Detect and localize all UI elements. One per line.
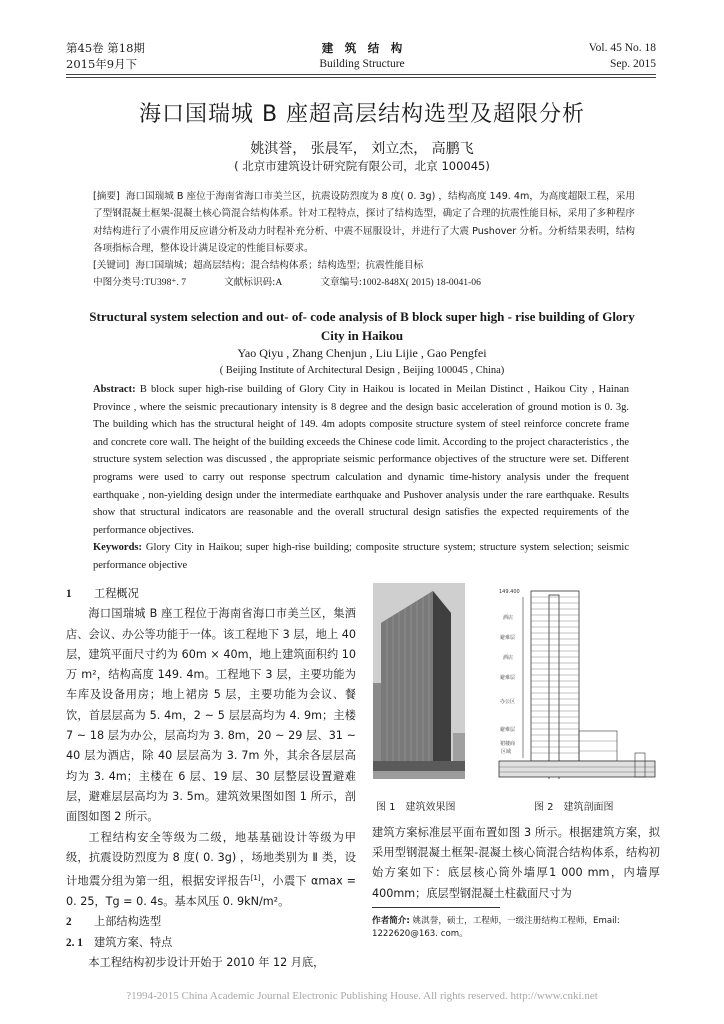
section-title: 工程概况 <box>94 587 139 600</box>
citation-link[interactable]: [1] <box>250 874 261 883</box>
en-keywords <box>93 539 629 574</box>
en-abstract <box>93 381 629 539</box>
en-abstract-text: B block super high-rise building of Glory City in Haikou is located in Meilan Distinct , Haikou City , Hainan Province , where the seismic precautionary intensity is 8 degree and the design basic acceleration of ground motion is 0. 3g. The building which has the structural height of 149. 4m adopts composite structure system of steel reinforce concrete frame and concrete core wall. The height of the building exceeds the Chinese code limit. According to the project characteristics , the structure system selection was discussed , the appropriate seismic performance objectives of the structure were set. Different programs were used to carry out response spectrum calculation and dynamic time-history analysis under the frequent earthquake , non-yielding design under the intermediate earthquake and Pushover analysis under the rare earthquake. Results show that structural indicators are reasonable and the overall structural design satisfies the expected requirements of the performance objectives. <box>93 384 630 536</box>
cn-abstract <box>93 188 635 257</box>
cn-keywords <box>93 257 635 274</box>
svg-text:裙楼商: 裙楼商 <box>500 741 516 747</box>
keywords-label: [关键词] <box>93 260 130 272</box>
svg-text:酒店: 酒店 <box>503 615 514 621</box>
svg-text:区域: 区域 <box>501 749 512 755</box>
en-abstract-block <box>93 381 629 575</box>
footnote-rule <box>372 907 500 908</box>
figure-1-building-photo <box>373 583 465 779</box>
issue-date-cn: 2015年9月下 <box>66 57 138 71</box>
paragraph: 建筑方案标准层平面布置如图 3 所示。根据建筑方案，拟采用型钢混凝土框架-混凝土核心筒混合结构体系，结构初始方案如下：底层核心筒外墙厚1 000 mm，内墙厚 400mm；底层型钢混凝土柱截面尺寸为 <box>372 826 660 900</box>
en-keywords-text: Glory City in Haikou; super high-rise building; composite structure system; structure system selection; seismic performance objective <box>93 542 629 571</box>
journal-volume-en <box>456 40 656 72</box>
paragraph: 海口国瑞城 B 座工程位于海南省海口市美兰区，集酒店、会议、办公等功能于一体。该工程地下 3 层，地上 40 层，建筑平面尺寸约为 60m × 40m，地上建筑面积约 10 万 m²，结构高度 149. 4m。工程地下 3 层，主要功能为车库及设备用房；地上裙房 5 层，主要功能为会议、餐饮，首层层高为 5. 4m，2 ~ 5 层层高均为 4. 9m；主楼 7 ~ 18 层为办公，层高均为 3. 8m，20 ~ 29 层、31 ~ 40 层为酒店，除 40 层层高为 3. 7m 外，其余各层层高均为 3. 4m；主楼在 6 层、19 层、30 层整层设置避难层，避难层层高均为 3. 5m。建筑效果图如图 1 所示，剖面图如图 2 所示。 <box>66 607 356 824</box>
section-number: 2 <box>66 916 72 929</box>
journal-volume-issue <box>66 40 145 72</box>
volume-issue-en: Vol. 45 No. 18 <box>588 42 656 54</box>
svg-text:办公区: 办公区 <box>500 699 516 705</box>
footnote-text: 姚淇誉，硕士，工程师，一级注册结构工程师，Email: 1222620@163. com。 <box>372 916 620 939</box>
en-authors: Yao Qiyu , Zhang Chenjun , Liu Lijie , Gao Pengfei <box>237 346 487 360</box>
clc-value: TU398⁺. 7 <box>144 277 187 289</box>
copyright-footer: ?1994-2015 China Academic Journal Electronic Publishing House. All rights reserved. http://www.cnki.net <box>126 990 598 1002</box>
volume-issue-cn: 第45卷 第18期 <box>66 41 145 55</box>
journal-name-cn: 建 筑 结 构 <box>321 41 403 55</box>
paper-title: 海口国瑞城 B 座超高层结构选型及超限分析 <box>138 102 586 127</box>
doc-code-value: A <box>275 277 283 289</box>
figure-2-caption: 图 2 建筑剖面图 <box>534 802 614 813</box>
section-number: 2. 1 <box>66 936 83 949</box>
en-keywords-label: Keywords: <box>93 542 142 554</box>
section-2-1-heading <box>66 933 356 953</box>
classification-line <box>93 274 635 291</box>
cn-abstract-block <box>93 188 635 292</box>
section-1-heading <box>66 584 356 604</box>
section-drawing-image <box>497 583 659 779</box>
issue-date-en: Sep. 2015 <box>610 58 656 70</box>
en-affiliation: ( Beijing Institute of Architectural Design , Beijing 100045 , China) <box>219 365 505 376</box>
figure-2-section-drawing <box>497 583 659 779</box>
section-number: 1 <box>66 588 72 600</box>
building-rendering-image <box>373 583 465 779</box>
authors: 姚淇誉， 张晨军， 刘立杰， 高鹏飞 <box>250 141 474 157</box>
section-title: 上部结构选型 <box>94 915 162 929</box>
paragraph: 本工程结构初步设计开始于 2010 年 12 月底， <box>88 956 325 970</box>
body-right-column <box>372 823 660 904</box>
svg-text:避难层: 避难层 <box>500 727 516 733</box>
section-2-heading <box>66 912 356 932</box>
body-left-column <box>66 584 356 973</box>
clc-label: 中图分类号: <box>93 277 145 289</box>
svg-text:149.400: 149.400 <box>499 589 520 595</box>
journal-name <box>262 40 462 72</box>
svg-text:避难层: 避难层 <box>500 675 516 681</box>
journal-name-en: Building Structure <box>319 58 405 70</box>
affiliation: ( 北京市建筑设计研究院有限公司，北京 100045) <box>234 159 490 173</box>
keywords-text: 海口国瑞城；超高层结构；混合结构体系；结构选型；抗震性能目标 <box>135 260 424 272</box>
en-abstract-label: Abstract: <box>93 384 136 395</box>
paragraph-text: ，小震下 αmax = 0. 25，Tg = 0. 4s。基本风压 0. 9kN/m²。 <box>66 874 356 909</box>
header-rule <box>66 74 656 75</box>
doc-code-label: 文献标识码: <box>224 277 276 289</box>
author-footnote <box>372 915 662 941</box>
section-title: 建筑方案、特点 <box>94 935 173 949</box>
paragraph-text: 工程结构安全等级为二级，地基基础设计等级为甲级，抗震设防烈度为 8 度( 0. 3g) ，场地类别为 Ⅱ 类，设计地震分组为第一组，根据安评报告 <box>66 830 356 888</box>
abstract-label: [摘要] <box>93 191 120 202</box>
header-rule <box>66 77 656 78</box>
abstract-text: 海口国瑞城 B 座位于海南省海口市美兰区，抗震设防烈度为 8 度( 0. 3g) ，结构高度 149. 4m，为高度超限工程，采用了型钢混凝土框架-混凝土核心筒混合结构体系。针对工程特点，探讨了结构选型，确定了合理的抗震性能目标，采用了多种程序对结构进行了小震作用反应谱分析及动力时程补充分析、中震不屈服设计，并进行了大震 Pushover 分析。分析结果表明，结构各项指标合理，整体设计满足设定的性能目标要求。 <box>93 191 635 254</box>
article-no-label: 文章编号: <box>320 277 363 289</box>
en-title: Structural system selection and out- of- code analysis of B block super high - rise building of Glory City in Haikou <box>89 309 635 343</box>
footnote-label: 作者简介: <box>372 916 410 926</box>
figure-1-caption: 图 1 建筑效果图 <box>376 802 456 813</box>
svg-text:酒店: 酒店 <box>503 655 514 661</box>
svg-text:避难层: 避难层 <box>500 635 516 641</box>
article-no-value: 1002-848X( 2015) 18-0041-06 <box>362 277 481 289</box>
paragraph <box>66 828 356 913</box>
